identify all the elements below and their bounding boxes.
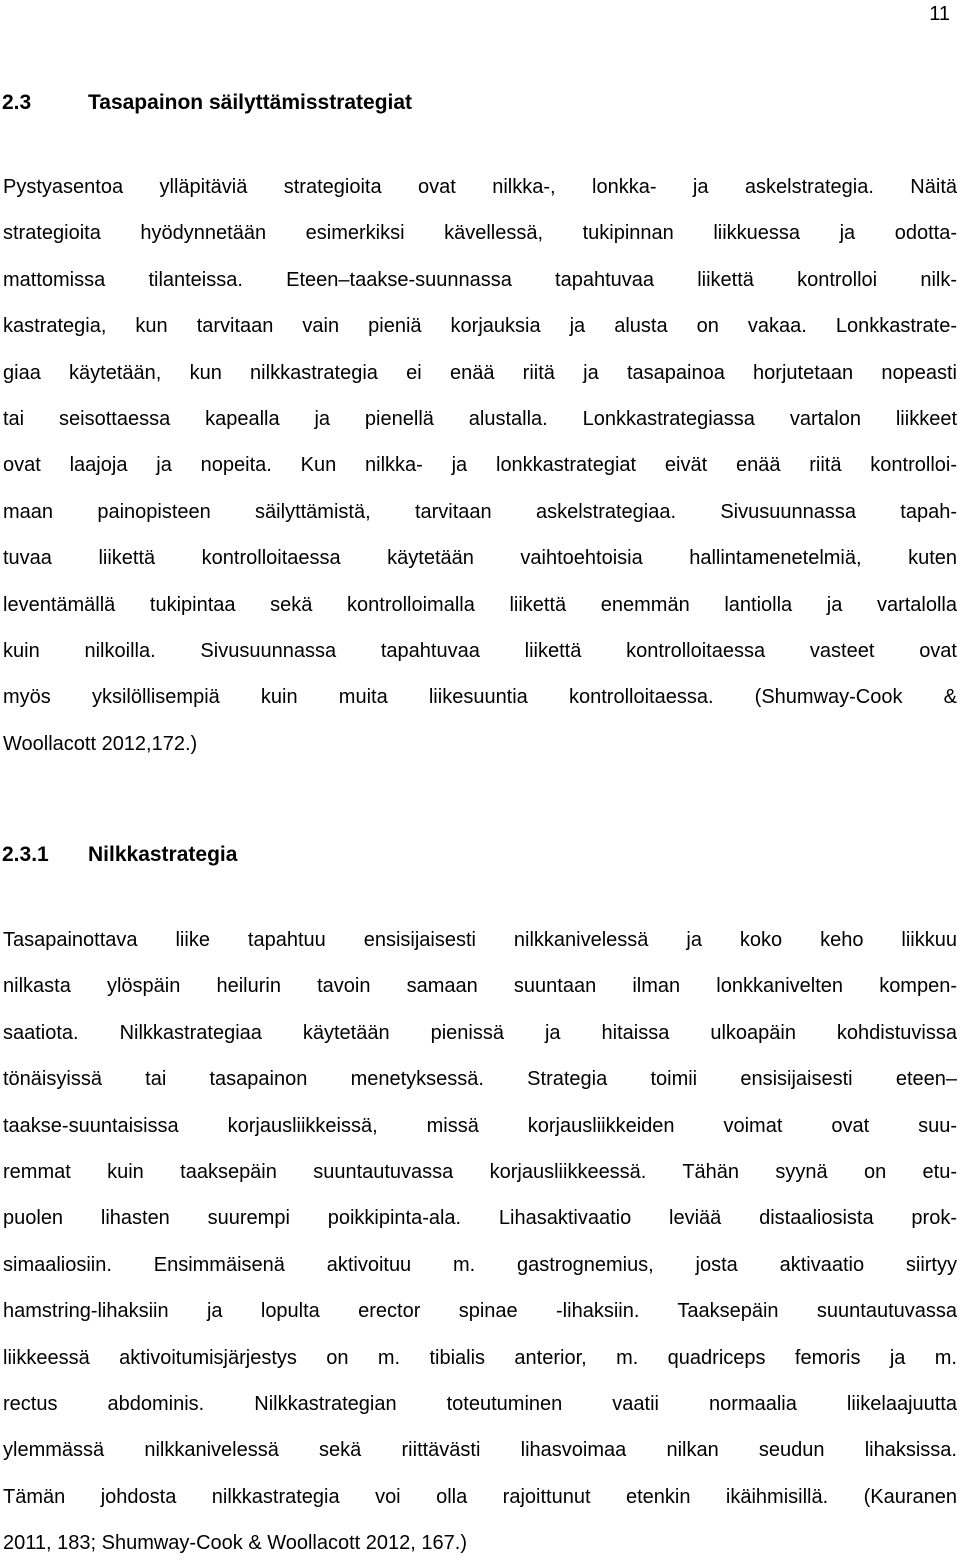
paragraph-line: giaa käytetään, kun nilkkastrategia ei enää riitä ja tasapainoa horjutetaan nopeasti: [3, 361, 957, 384]
paragraph-line: simaaliosiin. Ensimmäisenä aktivoituu m. gastrognemius, josta aktivaatio siirtyy: [3, 1253, 957, 1276]
paragraph-line: hamstring-lihaksiin ja lopulta erector spinae -lihaksiin. Taaksepäin suuntautuvassa: [3, 1300, 957, 1323]
paragraph-line: nilkasta ylöspäin heilurin tavoin samaan suuntaan ilman lonkkanivelten kompen-: [3, 975, 957, 998]
paragraph-line: strategioita hyödynnetään esimerkiksi kävellessä, tukipinnan liikkuessa ja odotta-: [3, 222, 957, 245]
paragraph-line: taakse-suuntaisissa korjausliikkeissä, missä korjausliikkeiden voimat ovat suu-: [3, 1114, 957, 1137]
subsection-heading: [2, 843, 237, 867]
paragraph-line: remmat kuin taaksepäin suuntautuvassa korjausliikkeessä. Tähän syynä on etu-: [3, 1160, 957, 1183]
section-heading: [2, 91, 412, 115]
section-title: Tasapainon säilyttämisstrategiat: [88, 91, 413, 114]
paragraph-line: puolen lihasten suurempi poikkipinta-ala. Lihasaktivaatio leviää distaaliosista prok-: [3, 1207, 957, 1230]
paragraph-line: liikkeessä aktivoitumisjärjestys on m. tibialis anterior, m. quadriceps femoris ja m.: [3, 1346, 957, 1369]
section-paragraph: [3, 164, 957, 767]
paragraph-line: 2011, 183; Shumway-Cook & Woollacott 2012, 167.): [3, 1532, 467, 1555]
paragraph-line: leventämällä tukipintaa sekä kontrolloimalla liikettä enemmän lantiolla ja vartalolla: [3, 593, 957, 616]
paragraph-line: mattomissa tilanteissa. Eteen–taakse-suunnassa tapahtuvaa liikettä kontrolloi nilk-: [3, 268, 957, 291]
paragraph-line: myös yksilöllisempiä kuin muita liikesuuntia kontrolloitaessa. (Shumway-Cook &: [3, 686, 957, 709]
paragraph-line: Pystyasentoa ylläpitäviä strategioita ovat nilkka-, lonkka- ja askelstrategia. Näitä: [3, 176, 957, 198]
paragraph-line: rectus abdominis. Nilkkastrategian toteutuminen vaatii normaalia liikelaajuutta: [3, 1392, 957, 1415]
paragraph-line: kastrategia, kun tarvitaan vain pieniä korjauksia ja alusta on vakaa. Lonkkastrate-: [3, 315, 957, 338]
paragraph-line: Tämän johdosta nilkkastrategia voi olla rajoittunut etenkin ikäihmisillä. (Kauranen: [3, 1485, 957, 1508]
paragraph-line: ylemmässä nilkkanivelessä sekä riittävästi lihasvoimaa nilkan seudun lihaksissa.: [3, 1439, 957, 1462]
paragraph-line: maan painopisteen säilyttämistä, tarvitaan askelstrategiaa. Sivusuunnassa tapah-: [3, 500, 957, 523]
paragraph-line: Woollacott 2012,172.): [3, 732, 198, 755]
paragraph-line: ovat laajoja ja nopeita. Kun nilkka- ja lonkkastrategiat eivät enää riitä kontrolloi-: [3, 454, 957, 477]
paragraph-line: kuin nilkoilla. Sivusuunnassa tapahtuvaa liikettä kontrolloitaessa vasteet ovat: [3, 639, 957, 662]
paragraph-line: tönäisyissä tai tasapainon menetyksessä. Strategia toimii ensisijaisesti eteen–: [3, 1068, 957, 1091]
paragraph-line: tuvaa liikettä kontrolloitaessa käytetään vaihtoehtoisia hallintamenetelmiä, kuten: [3, 547, 957, 570]
subsection-paragraph: [3, 917, 957, 1566]
paragraph-line: Tasapainottava liike tapahtuu ensisijaisesti nilkkanivelessä ja koko keho liikkuu: [3, 929, 957, 951]
subsection-title: Nilkkastrategia: [88, 843, 238, 866]
paragraph-line: saatiota. Nilkkastrategiaa käytetään pienissä ja hitaissa ulkoapäin kohdistuvissa: [3, 1021, 957, 1044]
section-number: 2.3: [2, 91, 32, 114]
page-number: 11: [929, 3, 950, 25]
subsection-number: 2.3.1: [2, 843, 49, 866]
paragraph-line: tai seisottaessa kapealla ja pienellä alustalla. Lonkkastrategiassa vartalon liikkeet: [3, 407, 957, 430]
